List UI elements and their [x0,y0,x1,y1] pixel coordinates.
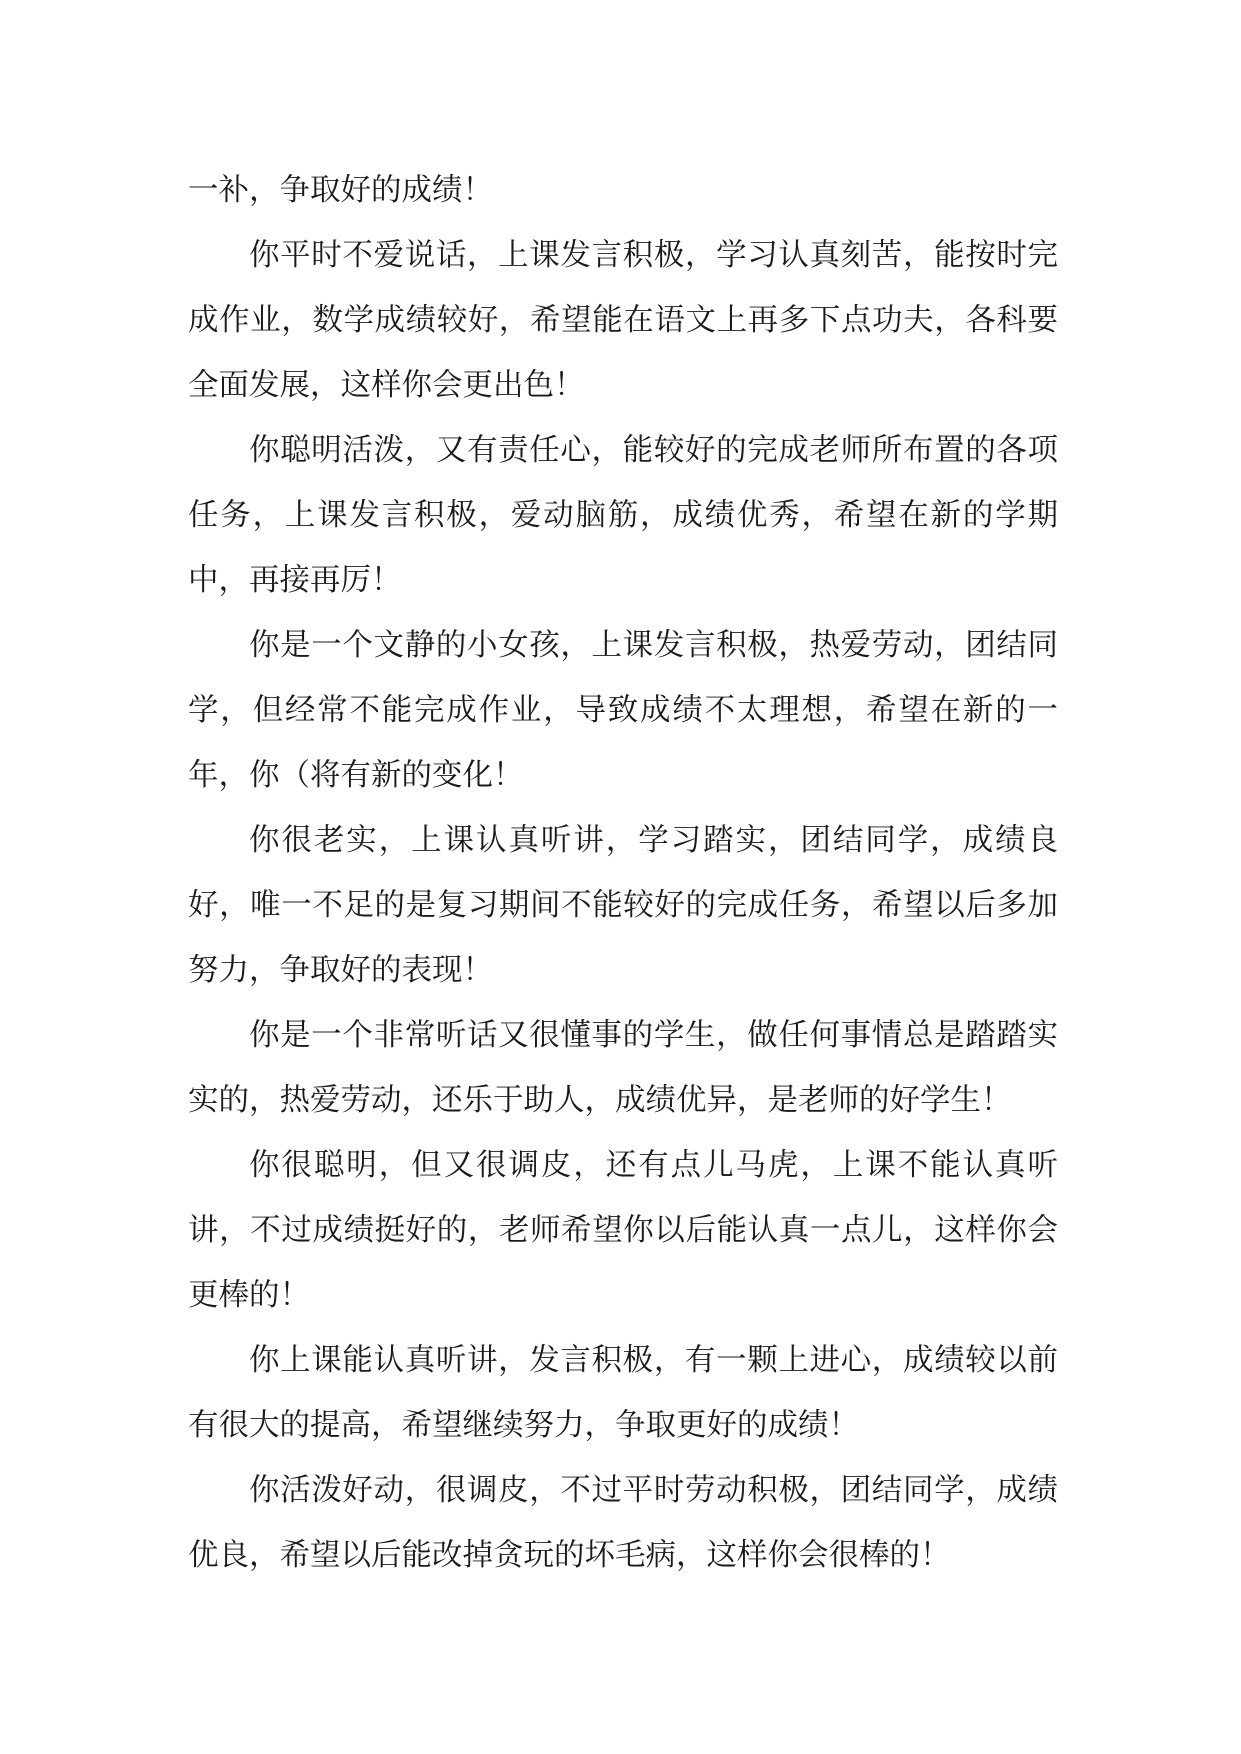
paragraph-comment-8: 你活泼好动，很调皮，不过平时劳动积极，团结同学，成绩优良，希望以后能改掉贪玩的坏毛病，这样你会很棒的！ [188,1473,1058,1573]
paragraph-comment-1: 你平时不爱说话，上课发言积极，学习认真刻苦，能按时完成作业，数学成绩较好，希望能在语文上再多下点功夫，各科要全面发展，这样你会更出色！ [188,238,1058,403]
comments-text-block [188,158,1058,1588]
paragraph-comment-7: 你上课能认真听讲，发言积极，有一颗上进心，成绩较以前有很大的提高，希望继续努力，争取更好的成绩！ [188,1343,1058,1443]
paragraph-comment-2: 你聪明活泼，又有责任心，能较好的完成老师所布置的各项任务，上课发言积极，爱动脑筋，成绩优秀，希望在新的学期中，再接再厉！ [188,433,1058,598]
paragraph-continuation: 一补，争取好的成绩！ [188,173,493,208]
paragraph-comment-6: 你很聪明，但又很调皮，还有点儿马虎，上课不能认真听讲，不过成绩挺好的，老师希望你以后能认真一点儿，这样你会更棒的！ [188,1148,1058,1313]
paragraph-comment-3: 你是一个文静的小女孩，上课发言积极，热爱劳动，团结同学，但经常不能完成作业，导致成绩不太理想，希望在新的一年，你（将有新的变化！ [188,628,1058,793]
paragraph-comment-5: 你是一个非常听话又很懂事的学生，做任何事情总是踏踏实实的，热爱劳动，还乐于助人，成绩优异，是老师的好学生！ [188,1018,1058,1118]
paragraph-comment-4: 你很老实，上课认真听讲，学习踏实，团结同学，成绩良好，唯一不足的是复习期间不能较好的完成任务，希望以后多加努力，争取好的表现！ [188,823,1058,988]
